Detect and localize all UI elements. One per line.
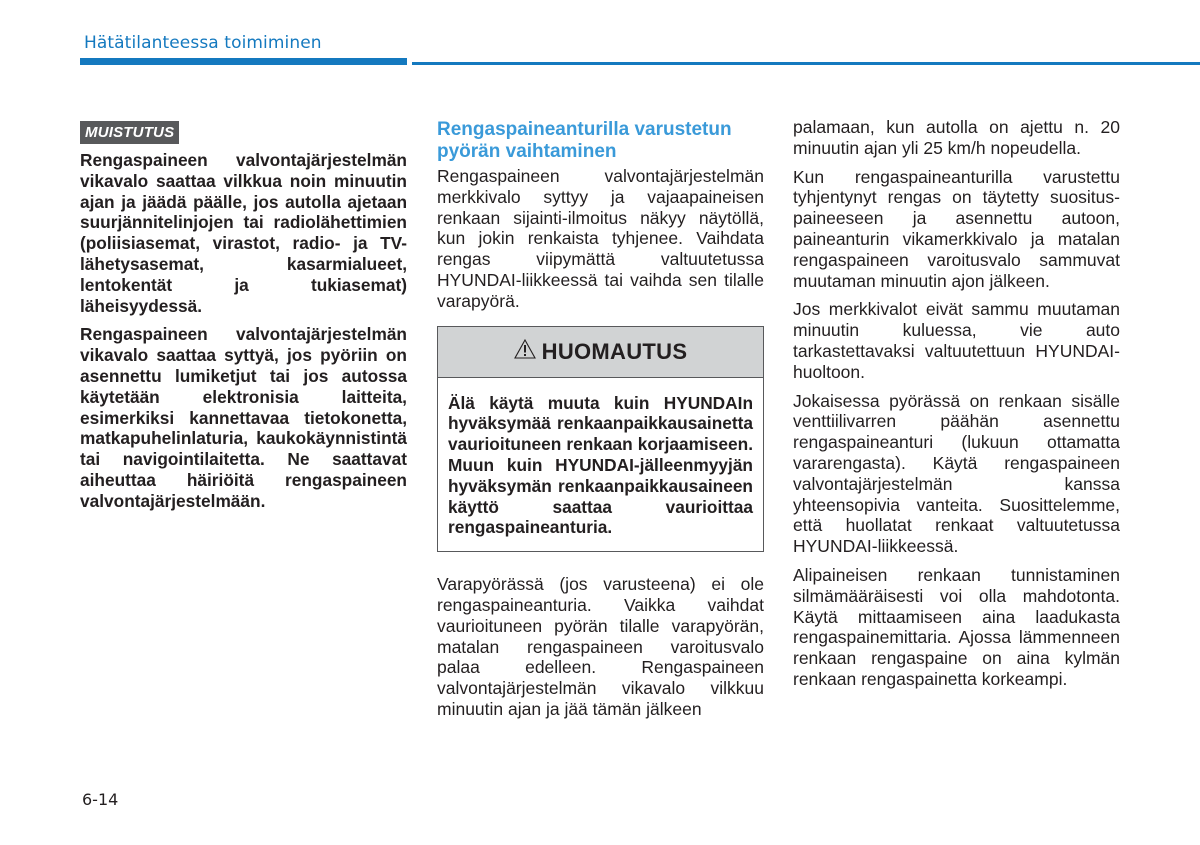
body-paragraph: Alipaineisen renkaan tunnistaminen silmämääräisesti voi olla mahdotonta. Käytä mittaamiseen aina laadukasta rengaspainemittaria. Ajossa lämmenneen renkaan rengaspaine on aina kylmän renkaan rengaspainetta korkeampi. [793,564,1120,689]
caution-box [437,326,764,553]
column-right [793,117,1120,698]
warning-triangle-icon [514,339,536,364]
header-rule-thick [80,58,407,65]
header-rule-thin [412,62,1200,65]
caution-header [438,327,763,378]
section-heading: Rengaspaineanturilla varustetun pyörän vaihtaminen [437,119,732,162]
note-label: MUISTUTUS [80,121,179,144]
body-paragraph: Kun rengaspaineanturilla varustettu tyhjentynyt rengas on täytetty suosituspaineeseen ja asennettu autoon, paineanturin vikamerkkivalo ja matalan rengaspaineen varoitusvalo sammuvat muutaman minuutin ajon jälkeen. [793,166,1120,291]
body-paragraph: Rengaspaineen valvontajärjestelmän merkkivalo syttyy ja vajaapaineisen renkaan sijainti-ilmoitus näkyy näytöllä, kun jokin renkaista tyhjenee. Vaihdata rengas viipymättä valtuutetussa HYUNDAI-liikkeessä tai vaihda sen tilalle varapyörä. [437,166,764,311]
column-middle [437,117,764,728]
caution-text: Älä käytä muuta kuin HYUNDAIn hyväksymää renkaanpaikkausainetta vaurioituneen renkaan korjaamiseen. Muun kuin HYUNDAI-jälleenmyyjän hyväksymän renkaanpaikkausaineen käyttö saattaa vaurioittaa rengaspaineanturia. [448,392,753,538]
body-paragraph: Jokaisessa pyörässä on renkaan sisälle venttiilivarren päähän asennettu rengaspaineanturi (lukuun ottamatta vararengasta). Käytä rengaspaineen valvontajärjestelmän kanssa yhteensopivia vanteita. Suosittelemme, että huollatat renkaat valtuutetussa HYUNDAI-liikkeessä. [793,390,1120,557]
note-paragraph: Rengaspaineen valvontajärjestelmän vikavalo saattaa vilkkua noin minuutin ajan ja jäädä päälle, jos autolla ajetaan suurjännitelinjojen tai radiolähettimien (poliisiasemat, virastot, radio- ja TV-lähetysasemat, kasarmialueet, lentokentät ja tukiasemat) läheisyydessä. [80,150,407,316]
body-paragraph: palamaan, kun autolla on ajettu n. 20 minuutin ajan yli 25 km/h nopeudella. [793,117,1120,158]
column-left [80,117,407,520]
body-paragraph: Varapyörässä (jos varusteena) ei ole rengaspaineanturia. Vaikka vaihdat vaurioituneen pyörän tilalle varapyörän, matalan rengaspaineen varoitusvalo palaa edelleen. Rengaspaineen valvontajärjestelmän vikavalo vilkkuu minuutin ajan ja jää tämän jälkeen [437,574,764,719]
caution-body [438,378,763,552]
body-paragraph: Jos merkkivalot eivät sammu muutaman minuutin kuluessa, vie auto tarkastettavaksi valtuutettuun HYUNDAI-huoltoon. [793,299,1120,382]
caution-title: HUOMAUTUS [541,338,688,364]
section-title: Hätätilanteessa toimiminen [84,33,322,53]
note-paragraph: Rengaspaineen valvontajärjestelmän vikavalo saattaa syttyä, jos pyöriin on asennettu lumiketjut tai jos autossa käytetään elektronisia laitteita, esimerkiksi kannettavaa tietokonetta, matkapuhelinlaturia, kaukokäynnistintä tai navigointilaitetta. Ne saattavat aiheuttaa häiriöitä rengaspaineen valvontajärjestelmään. [80,324,407,511]
page-number: 6-14 [82,790,119,809]
